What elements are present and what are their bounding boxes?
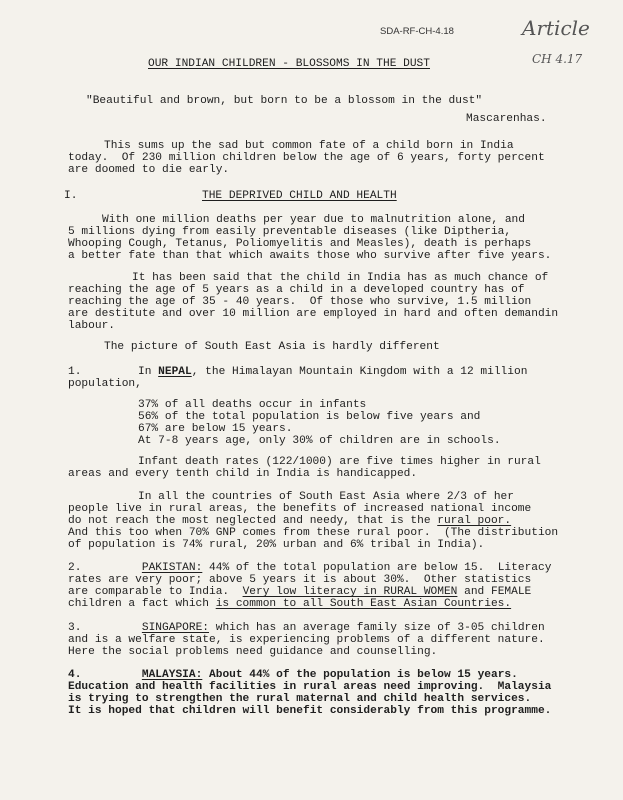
malaysia-paragraph <box>68 669 551 717</box>
singapore-name: SINGAPORE: <box>141 622 210 634</box>
epigraph-author: Mascarenhas. <box>466 113 547 125</box>
paragraph-line <box>68 598 551 610</box>
paragraph-line <box>68 562 551 574</box>
paragraph-line: are destitute and over 10 million are employed in hard and often demandin <box>68 308 559 320</box>
line-text: are comparable to India. <box>68 586 243 598</box>
item-number: 2. <box>68 562 82 574</box>
line-text: 44% of the total population are below 15. Literacy <box>202 562 552 574</box>
section-heading: THE DEPRIVED CHILD AND HEALTH <box>202 190 397 202</box>
paragraph-line: people live in rural areas, the benefits of increased national income <box>68 503 532 515</box>
paragraph-line: a better fate than that which awaits those who survive after five years. <box>68 250 552 262</box>
infant-paragraph <box>68 456 541 480</box>
item-number: 1. <box>68 366 82 378</box>
rural-poor-underlined: rural poor. <box>437 515 512 527</box>
paragraph-line: It is hoped that children will benefit considerably from this programme. <box>68 705 552 717</box>
section-number: I. <box>64 190 78 202</box>
paragraph-line <box>68 515 558 527</box>
nepal-stats-list <box>138 399 501 447</box>
nepal-line-2: population, <box>68 378 142 390</box>
stat-line: 67% are below 15 years. <box>138 423 293 435</box>
handwritten-tag: Article <box>522 16 590 40</box>
survival-paragraph <box>68 272 558 332</box>
pakistan-paragraph <box>68 562 551 610</box>
paragraph-line: is trying to strengthen the rural maternal and child health services. <box>68 693 532 705</box>
page-title: OUR INDIAN CHILDREN - BLOSSOMS IN THE DUST <box>148 58 430 70</box>
paragraph-line: And this too when 70% GNP comes from these rural poor. (The distribution <box>68 527 559 539</box>
south-east-asia-line: The picture of South East Asia is hardly different <box>104 341 440 353</box>
line-text: children a fact which <box>68 598 216 610</box>
paragraph-line: In all the countries of South East Asia where 2/3 of her <box>138 491 514 503</box>
nepal-name: NEPAL <box>158 366 192 378</box>
intro-line: This sums up the sad but common fate of a child born in India <box>104 140 514 152</box>
nepal-line-1 <box>138 366 527 378</box>
line-text: do not reach the most neglected and needy, that is the <box>68 515 438 527</box>
epigraph-quote: "Beautiful and brown, but born to be a blossom in the dust" <box>86 95 483 107</box>
deaths-paragraph <box>68 214 551 262</box>
line-text: About 44% of the population is below 15 years. <box>202 669 518 681</box>
handwritten-code: CH 4.17 <box>532 52 583 66</box>
pakistan-name: PAKISTAN: <box>141 562 203 574</box>
singapore-paragraph <box>68 622 545 658</box>
intro-paragraph <box>68 140 545 176</box>
common-underlined: is common to all South East Asian Countries. <box>215 598 512 610</box>
stat-line: 56% of the total population is below five years and <box>138 411 481 423</box>
paragraph-line: labour. <box>68 320 115 332</box>
intro-line: are doomed to die early. <box>68 164 230 176</box>
nepal-prefix: In <box>138 366 159 378</box>
paragraph-line: Whooping Cough, Tetanus, Poliomyelitis and Measles), death is perhaps <box>68 238 532 250</box>
stat-line: 37% of all deaths occur in infants <box>138 399 367 411</box>
paragraph-line: reaching the age of 35 - 40 years. Of those who survive, 1.5 million <box>68 296 532 308</box>
paragraph-line: and is a welfare state, is experiencing problems of a different nature. <box>68 634 545 646</box>
paragraph-line <box>68 669 551 681</box>
paragraph-line: It has been said that the child in India has as much chance of <box>132 272 549 284</box>
nepal-line-1-rest: , the Himalayan Mountain Kingdom with a 12 million <box>191 366 528 378</box>
paragraph-line: areas and every tenth child in India is handicapped. <box>68 468 418 480</box>
rural-women-underlined: Very low literacy in RURAL WOMEN <box>242 586 458 598</box>
paragraph-line: rates are very poor; above 5 years it is about 30%. Other statistics <box>68 574 532 586</box>
item-number: 4. <box>68 669 82 681</box>
paragraph-line: With one million deaths per year due to malnutrition alone, and <box>102 214 525 226</box>
sea-paragraph <box>68 491 558 551</box>
malaysia-name: MALAYSIA: <box>141 669 203 681</box>
paragraph-line: of population is 74% rural, 20% urban and 6% tribal in India). <box>68 539 485 551</box>
paragraph-line: Here the social problems need guidance and counselling. <box>68 646 438 658</box>
paragraph-line <box>68 586 551 598</box>
item-number: 3. <box>68 622 82 634</box>
document-reference: SDA-RF-CH-4.18 <box>380 26 454 37</box>
paragraph-line: Education and health facilities in rural areas need improving. Malaysia <box>68 681 552 693</box>
line-text: which has an average family size of 3-05 children <box>209 622 545 634</box>
paragraph-line: reaching the age of 5 years as a child in a developed country has of <box>68 284 525 296</box>
paragraph-line: 5 millions dying from easily preventable diseases (like Diptheria, <box>68 226 512 238</box>
line-text: and FEMALE <box>457 586 532 598</box>
paragraph-line: Infant death rates (122/1000) are five times higher in rural <box>138 456 541 468</box>
stat-line: At 7-8 years age, only 30% of children are in schools. <box>138 435 501 447</box>
paragraph-line <box>68 622 545 634</box>
intro-line: today. Of 230 million children below the age of 6 years, forty percent <box>68 152 545 164</box>
